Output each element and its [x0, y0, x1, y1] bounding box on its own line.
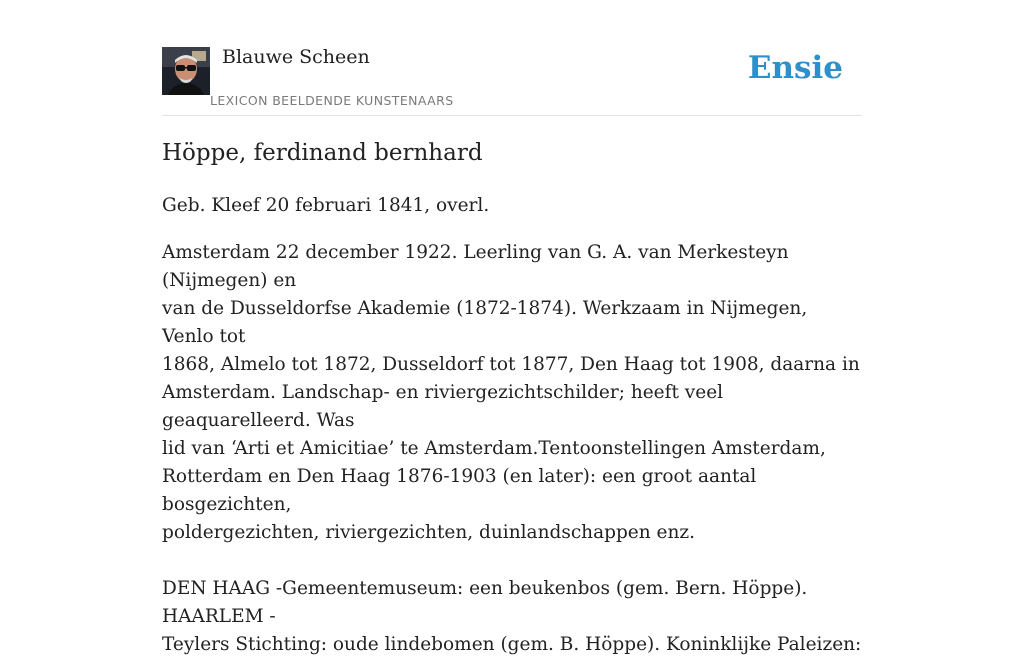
article-body [162, 192, 862, 659]
text-line: van de Dusseldorfse Akademie (1872-1874). Werkzaam in Nijmegen, Venlo tot [162, 298, 808, 347]
text-line: poldergezichten, riviergezichten, duinlandschappen enz. [162, 522, 696, 543]
article-lead: Geb. Kleef 20 februari 1841, overl. [162, 195, 490, 216]
avatar-photo-icon [162, 47, 210, 95]
collection-label[interactable]: LEXICON BEELDENDE KUNSTENAARS [210, 93, 454, 108]
paragraph-spacer [162, 547, 862, 575]
text-line: Amsterdam 22 december 1922. Leerling van G. A. van Merkesteyn (Nijmegen) en [162, 242, 789, 291]
text-line: Teylers Stichting: oude lindebomen (gem. B. Höppe). Koninklijke Paleizen: [162, 634, 862, 655]
text-line: 1868, Almelo tot 1872, Dusseldorf tot 1877, Den Haag tot 1908, daarna in [162, 354, 860, 375]
article-paragraph [162, 239, 862, 547]
text-line: lid van ‘Arti et Amicitiae’ te Amsterdam.Tentoonstellingen Amsterdam, [162, 438, 826, 459]
article-title: Höppe, ferdinand bernhard [162, 140, 483, 166]
author-avatar[interactable] [162, 47, 210, 95]
text-line: Rotterdam en Den Haag 1876-1903 (en later): een groot aantal bosgezichten, [162, 466, 757, 515]
header [162, 0, 862, 116]
text-line: Amsterdam. Landschap- en riviergezichtschilder; heeft veel geaquarelleerd. Was [162, 382, 724, 431]
author-name[interactable]: Blauwe Scheen [222, 46, 370, 68]
text-line: DEN HAAG -Gemeentemuseum: een beukenbos (gem. Bern. Höppe). HAARLEM - [162, 578, 808, 627]
ensie-logo[interactable]: Ensie [747, 50, 843, 86]
museum-paragraph [162, 575, 862, 659]
